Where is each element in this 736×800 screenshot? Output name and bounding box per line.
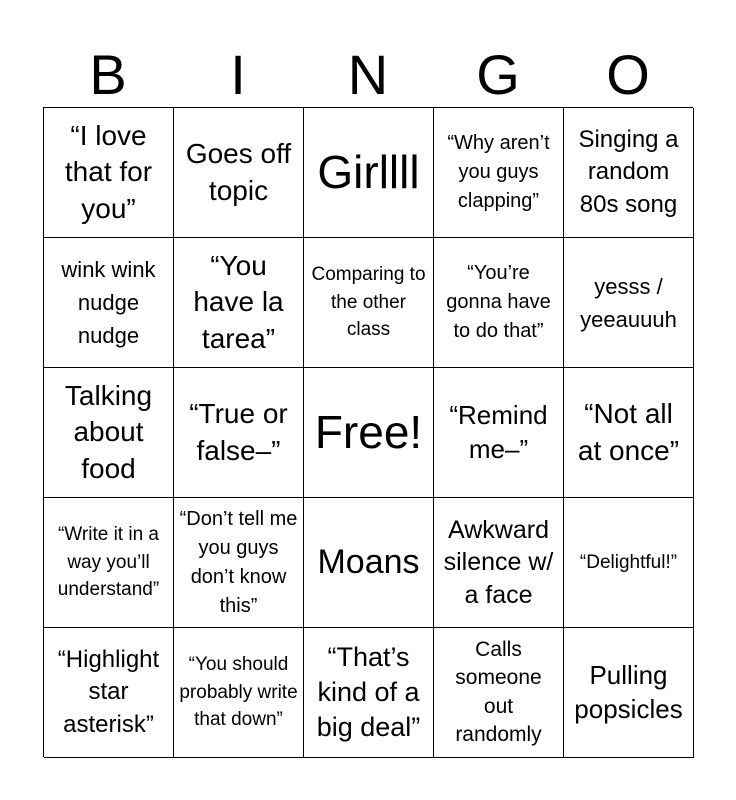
bingo-cell[interactable] xyxy=(434,628,564,758)
cell-text: “That’s kind of a big deal” xyxy=(316,641,421,743)
bingo-cell[interactable] xyxy=(564,108,694,238)
header-letter-i: I xyxy=(230,43,246,106)
bingo-cell[interactable] xyxy=(44,498,174,628)
cell-text: Talking about food xyxy=(64,379,153,484)
bingo-cell[interactable] xyxy=(434,368,564,498)
header-letter-n: N xyxy=(347,43,389,106)
cell-text: “Not all at once” xyxy=(577,398,680,466)
cell-text: Moans xyxy=(317,542,420,581)
bingo-cell[interactable] xyxy=(174,498,304,628)
cell-text: yesss / yeeauuuh xyxy=(580,273,677,332)
cell-text: “Highlight star asterisk” xyxy=(57,645,160,738)
bingo-cell[interactable] xyxy=(564,628,694,758)
cell-text: Comparing to the other class xyxy=(311,264,426,341)
free-space-cell[interactable] xyxy=(304,368,434,498)
cell-text: wink wink nudge nudge xyxy=(61,257,156,348)
cell-text: Goes off topic xyxy=(185,138,292,206)
bingo-cell[interactable] xyxy=(304,238,434,368)
cell-text: “Why aren’t you guys clapping” xyxy=(447,132,550,212)
cell-text: “Write it in a way you’ll understand” xyxy=(57,524,160,601)
cell-text: “Don’t tell me you guys don’t know this” xyxy=(179,507,298,617)
bingo-cell[interactable] xyxy=(564,238,694,368)
bingo-cell[interactable] xyxy=(304,628,434,758)
cell-text: “You have la tarea” xyxy=(193,249,284,354)
bingo-cell[interactable] xyxy=(174,108,304,238)
bingo-card-grid xyxy=(43,107,693,757)
cell-text: Girllll xyxy=(317,146,420,199)
cell-text: “I love that for you” xyxy=(64,119,153,224)
bingo-cell[interactable] xyxy=(304,498,434,628)
cell-text: Singing a random 80s song xyxy=(578,125,679,218)
cell-text: “True or false–” xyxy=(189,398,288,466)
bingo-cell[interactable] xyxy=(434,108,564,238)
bingo-cell[interactable] xyxy=(564,368,694,498)
bingo-cell[interactable] xyxy=(174,368,304,498)
bingo-cell[interactable] xyxy=(44,368,174,498)
header-letter-o: O xyxy=(606,43,650,106)
header-letter-g: G xyxy=(476,43,520,106)
cell-text: Calls someone out randomly xyxy=(455,637,542,746)
cell-text: Awkward silence w/ a face xyxy=(443,515,554,609)
bingo-cell[interactable] xyxy=(44,628,174,758)
cell-text: “Delightful!” xyxy=(579,551,678,573)
bingo-header xyxy=(43,40,693,108)
cell-text: Pulling popsicles xyxy=(574,659,683,724)
bingo-cell[interactable] xyxy=(434,498,564,628)
cell-text: “You’re gonna have to do that” xyxy=(446,262,551,342)
bingo-cell[interactable] xyxy=(44,238,174,368)
bingo-cell[interactable] xyxy=(44,108,174,238)
bingo-cell[interactable] xyxy=(304,108,434,238)
bingo-cell[interactable] xyxy=(434,238,564,368)
bingo-cell[interactable] xyxy=(564,498,694,628)
cell-text: “Remind me–” xyxy=(449,399,548,464)
bingo-cell[interactable] xyxy=(174,238,304,368)
header-letter-b: B xyxy=(89,43,127,106)
cell-text: Free! xyxy=(314,406,423,459)
bingo-cell[interactable] xyxy=(174,628,304,758)
cell-text: “You should probably write that down” xyxy=(179,654,298,731)
